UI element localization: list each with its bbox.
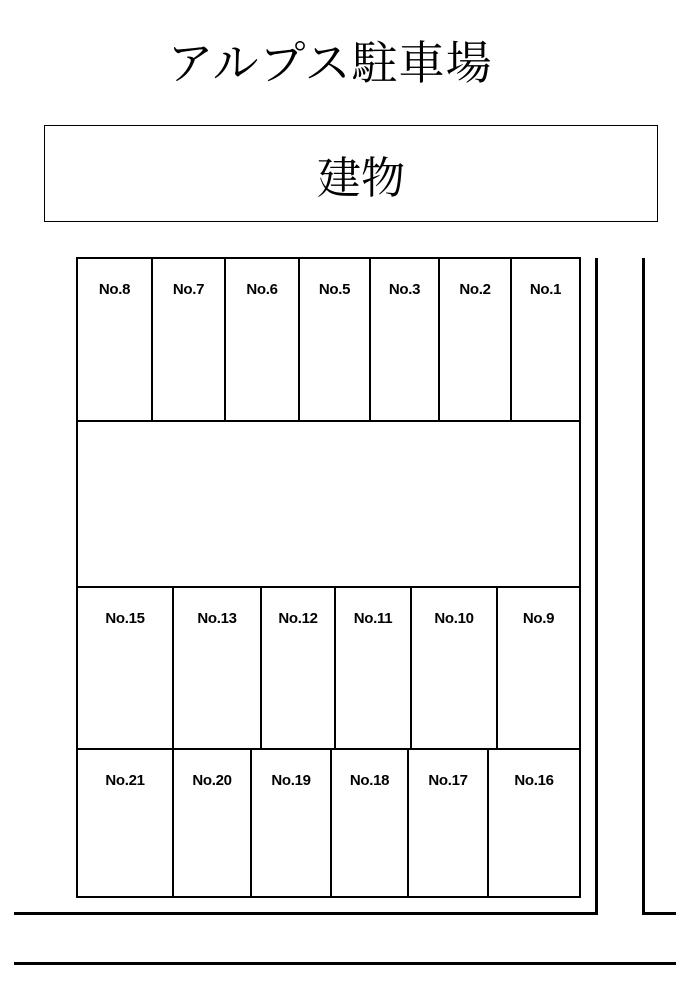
road-edge-corner bbox=[642, 912, 676, 915]
space-label: No.19 bbox=[271, 772, 311, 789]
space-label: No.1 bbox=[529, 281, 562, 298]
space-label: No.13 bbox=[197, 610, 237, 627]
parking-space bbox=[78, 750, 172, 896]
space-label: No.11 bbox=[353, 610, 393, 627]
parking-space bbox=[336, 588, 410, 748]
space-label: No.21 bbox=[105, 772, 145, 789]
parking-space bbox=[440, 259, 510, 420]
parking-space bbox=[78, 259, 151, 420]
building bbox=[44, 125, 658, 222]
road-edge-right-inner bbox=[595, 258, 598, 915]
parking-space bbox=[489, 750, 579, 896]
building-label: 建物 bbox=[317, 152, 405, 204]
space-label: No.12 bbox=[278, 610, 318, 627]
space-label: No.3 bbox=[388, 281, 421, 298]
parking-space bbox=[78, 588, 172, 748]
space-label: No.16 bbox=[514, 772, 554, 789]
parking-space bbox=[498, 588, 579, 748]
space-label: No.7 bbox=[172, 281, 205, 298]
parking-space bbox=[174, 750, 250, 896]
page-title: アルプス駐車場 bbox=[167, 36, 493, 90]
parking-space bbox=[174, 588, 260, 748]
parking-space bbox=[371, 259, 438, 420]
parking-space bbox=[262, 588, 334, 748]
parking-space bbox=[512, 259, 579, 420]
parking-space bbox=[300, 259, 369, 420]
space-label: No.8 bbox=[98, 281, 131, 298]
road-edge-bottom-inner bbox=[14, 912, 598, 915]
parking-space bbox=[409, 750, 487, 896]
space-label: No.15 bbox=[105, 610, 145, 627]
space-label: No.6 bbox=[246, 281, 278, 298]
space-label: No.10 bbox=[434, 610, 474, 627]
parking-space bbox=[332, 750, 407, 896]
space-label: No.9 bbox=[522, 610, 555, 627]
row-divider bbox=[78, 420, 579, 422]
space-label: No.5 bbox=[318, 281, 351, 298]
parking-space bbox=[252, 750, 330, 896]
space-label: No.17 bbox=[428, 772, 468, 789]
space-label: No.18 bbox=[349, 772, 390, 789]
road-edge-right-outer bbox=[642, 258, 645, 915]
parking-lot bbox=[76, 257, 581, 898]
parking-space bbox=[153, 259, 224, 420]
space-label: No.2 bbox=[459, 281, 491, 298]
parking-space bbox=[412, 588, 496, 748]
road-edge-bottom-outer bbox=[14, 962, 676, 965]
parking-space bbox=[226, 259, 298, 420]
space-label: No.20 bbox=[192, 772, 232, 789]
